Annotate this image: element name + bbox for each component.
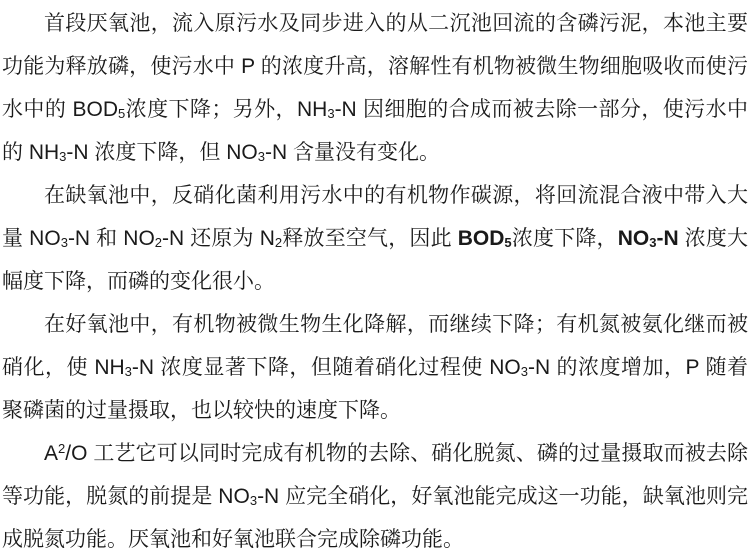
text-run: -N 应完全硝化，好氧池能完成这一功能，缺氧池则完成脱氮功能。厌氧池和好氧池联合完成除磷功能。: [2, 485, 748, 550]
paragraph-aerobic-tank: [2, 303, 748, 432]
text-run: A: [44, 442, 59, 465]
text-run: 3: [649, 234, 657, 250]
text-run: 在好氧池中，有机物被微生物生化降解，而继续下降；有机氮被氨化继而被硝化，使 NH: [2, 313, 748, 379]
text-run: 浓度大幅度下降，而磷的变化很小。: [2, 227, 748, 293]
paragraph-a2o-summary: [2, 432, 748, 550]
text-run: 3: [520, 363, 529, 379]
text-run: 3: [249, 492, 258, 508]
text-run: 浓度下降，: [511, 227, 618, 250]
text-run: -N 还原为 N: [162, 227, 275, 250]
text-run: 3: [327, 105, 335, 121]
text-run: -N 浓度下降，但 NO: [66, 141, 258, 164]
text-run: 3: [60, 234, 68, 250]
text-run: -N 和 NO: [67, 227, 155, 250]
text-run: 释放至空气，因此: [282, 227, 458, 250]
text-run: 2: [274, 234, 283, 250]
text-run: 3: [59, 148, 67, 164]
text-run: 5: [504, 234, 512, 250]
text-run: -N 浓度显著下降，但随着硝化过程使 NO: [131, 356, 521, 379]
text-run: 首段厌氧池，流入原污水及同步进入的从二沉池回流的含磷污泥，本池主要功能为释放磷，使污水中 P 的浓度升高，溶解性有机物被微生物细胞吸收而使污水中的 BOD: [2, 12, 748, 121]
text-run: -N 含量没有变化。: [265, 141, 440, 164]
text-run: 2: [154, 234, 163, 250]
text-run: 3: [124, 363, 132, 379]
text-run: 在缺氧池中，反硝化菌利用污水中的有机物作碳源，将回流混合液中带入大量 NO: [2, 184, 748, 250]
paragraph-anaerobic-tank: [2, 2, 748, 174]
text-run: -N 因细胞的合成而被去除一部分，使污水中的 NH: [2, 98, 748, 164]
text-run: 3: [257, 148, 265, 164]
text-run: 浓度下降；另外，NH: [125, 98, 328, 121]
text-run: BOD: [457, 227, 505, 250]
text-run: -N 的浓度增加，P 随着聚磷菌的过量摄取，也以较快的速度下降。: [2, 356, 748, 422]
text-run: -N: [656, 227, 679, 250]
text-run: NO: [617, 227, 650, 250]
paragraph-anoxic-tank: [2, 174, 748, 303]
text-run: 5: [118, 105, 126, 121]
text-run: 2: [58, 440, 66, 456]
text-run: /O 工艺它可以同时完成有机物的去除、硝化脱氮、磷的过量摄取而被去除等功能，脱氮的前提是 NO: [2, 442, 748, 508]
